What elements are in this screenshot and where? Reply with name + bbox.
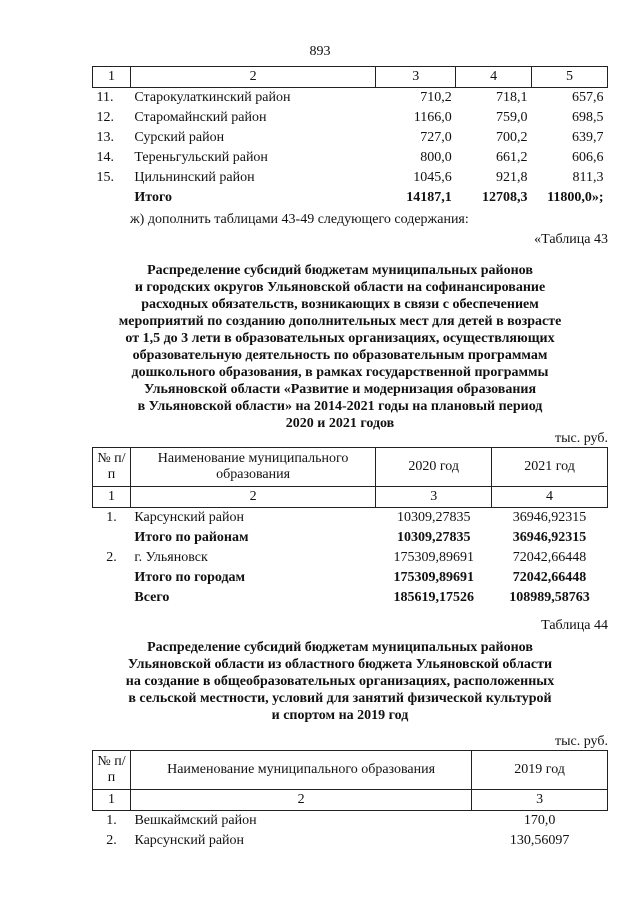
value-cell: 1045,6 [413,170,452,185]
table-row [93,88,608,109]
table-row [93,148,608,168]
district-name: Карсунский район [134,510,244,525]
units-label: тыс. руб. [555,734,608,749]
value-cell: 10309,27835 [396,530,471,545]
table-44-title [60,639,620,724]
header-cell: 2 [130,487,375,508]
title-line: от 1,5 до 3 лети в образовательных организациях, осуществляющих [125,331,555,346]
value-cell: 175309,89691 [393,550,474,565]
table-43-label: «Таблица 43 [534,232,608,247]
header-cell: 1 [93,790,131,811]
table-43 [92,447,608,608]
value-cell: 700,2 [496,130,528,145]
header-cell: 4 [456,67,532,88]
table-44-label: Таблица 44 [541,618,608,633]
table-row [93,831,608,851]
title-line: Ульяновской области «Развитие и модернизация образования [143,382,537,397]
row-number: 14. [96,150,114,165]
header-cell: 5 [532,67,608,88]
title-line: мероприятий по созданию дополнительных мест для детей в возрасте [118,314,562,329]
title-line: Ульяновской области из областного бюджета Ульяновской области [127,657,553,672]
value-cell: 718,1 [496,90,528,105]
value-cell: 36946,92315 [512,530,587,545]
title-line: дошкольного образования, в рамках государственной программы [131,365,549,380]
row-number: 2. [106,550,117,565]
header-cell: 3 [376,487,492,508]
value-cell: 661,2 [496,150,528,165]
value-cell: 811,3 [572,170,604,185]
col-2021-header: 2021 год [492,448,608,487]
value-cell: 10309,27835 [396,510,471,525]
row-number: 13. [96,130,114,145]
subtotal-row [93,528,608,548]
value-cell: 72042,66448 [512,570,587,585]
row-number [93,568,131,588]
value-cell: 639,7 [572,130,604,145]
title-line: 2020 и 2021 годов [285,416,395,431]
district-name: Цильнинский район [134,170,255,185]
total-value: 185619,17526 [393,590,474,605]
col-number-header: № п/п [93,751,131,790]
col-name-header: Наименование муниципального образования [130,448,375,487]
district-name: Сурский район [134,130,225,145]
table-row [93,108,608,128]
total-row [93,188,608,208]
value-cell: 800,0 [420,150,452,165]
subtotal-row [93,568,608,588]
table-header-row [93,67,608,88]
district-name: Старокулаткинский район [134,90,291,105]
units-label: тыс. руб. [555,431,608,446]
title-line: Распределение субсидий бюджетам муниципальных районов [147,640,533,655]
total-value: 14187,1 [406,190,452,205]
value-cell: 921,8 [496,170,528,185]
row-number [93,528,131,548]
title-line: расходных обязательств, возникающих в связи с обеспечением [141,297,539,312]
table-43-title [60,262,620,432]
title-line: образовательную деятельность по образовательным программам [132,348,548,363]
total-row [93,588,608,608]
title-line: на создание в общеобразовательных организациях, расположенных [125,674,555,689]
header-cell: 2 [130,790,471,811]
district-name: Старомайнский район [134,110,267,125]
header-cell: 2 [130,67,375,88]
value-cell: 727,0 [420,130,452,145]
col-number-header: № п/п [93,448,131,487]
subtotal-label: Итого по районам [134,530,249,545]
value-cell: 606,6 [572,150,604,165]
amendment-paragraph: ж) дополнить таблицами 43-49 следующего содержания: [130,212,469,227]
title-line: Распределение субсидий бюджетам муниципальных районов [147,263,533,278]
row-number: 11. [96,90,114,105]
row-number: 2. [106,833,117,848]
value-cell: 1166,0 [413,110,452,125]
district-name: Вешкаймский район [134,813,257,828]
col-name-header: Наименование муниципального образования [130,751,471,790]
total-value: 108989,58763 [509,590,590,605]
value-cell: 175309,89691 [393,570,474,585]
row-number [93,588,131,608]
header-cell: 3 [472,790,608,811]
row-number: 1. [106,813,117,828]
table-row [93,508,608,529]
col-2019-header: 2019 год [472,751,608,790]
subtotal-label: Итого по городам [134,570,246,585]
header-cell: 1 [93,487,131,508]
value-cell: 170,0 [523,813,556,828]
total-value: 12708,3 [482,190,528,205]
total-label: Всего [134,590,170,605]
header-cell: 4 [492,487,608,508]
column-number-row [93,487,608,508]
page-number: 893 [309,44,331,59]
table-header-row [93,751,608,790]
table-row [93,128,608,148]
table-44 [92,750,608,851]
title-line: в сельской местности, условий для занятий физической культурой [128,691,552,706]
value-cell: 710,2 [420,90,452,105]
value-cell: 36946,92315 [512,510,587,525]
table-row [93,168,608,188]
table-row [93,548,608,568]
district-name: г. Ульяновск [134,550,208,565]
title-line: и городских округов Ульяновской области на софинансирование [134,280,546,295]
header-cell: 3 [376,67,456,88]
col-2020-header: 2020 год [376,448,492,487]
district-name: Тереньгульский район [134,150,268,165]
total-value: 11800,0»; [547,190,604,205]
total-label: Итого [134,190,172,205]
row-number: 1. [106,510,117,525]
value-cell: 72042,66448 [512,550,587,565]
row-number: 12. [96,110,114,125]
value-cell: 698,5 [572,110,604,125]
value-cell: 130,56097 [509,833,570,848]
title-line: и спортом на 2019 год [271,708,409,723]
table-continuation [92,66,608,208]
table-row [93,811,608,832]
row-number: 15. [96,170,114,185]
value-cell: 657,6 [572,90,604,105]
column-number-row [93,790,608,811]
district-name: Карсунский район [134,833,245,848]
table-header-row [93,448,608,487]
value-cell: 759,0 [496,110,528,125]
title-line: в Ульяновской области» на 2014-2021 годы на плановый период [137,399,543,414]
header-cell: 1 [93,67,131,88]
